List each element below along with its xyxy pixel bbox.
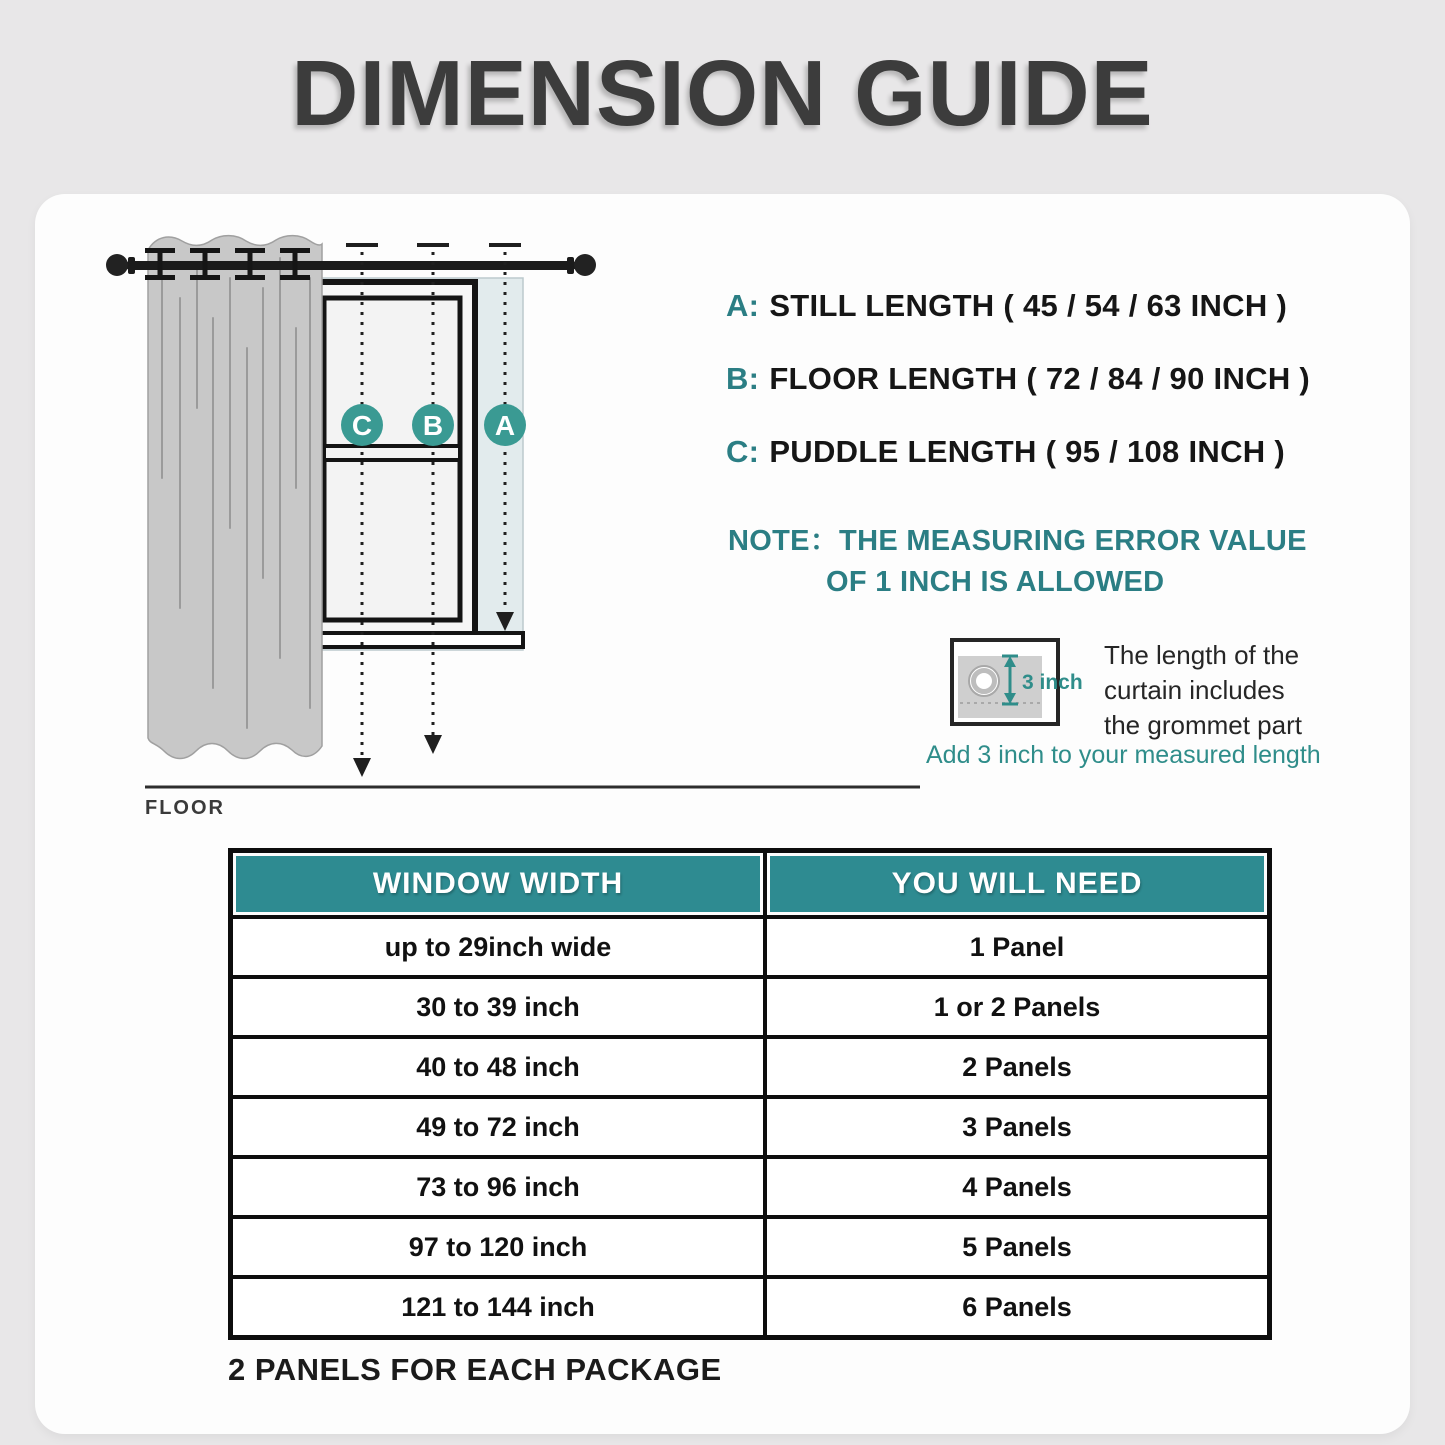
legend-text-c: PUDDLE LENGTH ( 95 / 108 INCH ) [769, 434, 1286, 469]
grommet-desc-line-3: the grommet part [1104, 710, 1302, 740]
table-cell-need: 3 Panels [767, 1099, 1267, 1159]
panel-size-table [228, 848, 1272, 1340]
table-cell-width: up to 29inch wide [233, 919, 767, 979]
table-cell-width: 40 to 48 inch [233, 1039, 767, 1099]
table-cell-need: 5 Panels [767, 1219, 1267, 1279]
table-header-window-width: WINDOW WIDTH [233, 853, 767, 919]
rod-finial-left [106, 254, 128, 276]
table-cell-need: 1 or 2 Panels [767, 979, 1267, 1039]
table-cell-width: 49 to 72 inch [233, 1099, 767, 1159]
legend-key-a: A: [726, 288, 760, 323]
table-cell-need: 1 Panel [767, 919, 1267, 979]
window-middle-rail [324, 446, 460, 460]
table-row [233, 919, 1267, 979]
table-cell-width: 121 to 144 inch [233, 1279, 767, 1335]
grommet-desc-line-1: The length of the [1104, 640, 1300, 670]
grommet-description [1104, 638, 1302, 743]
legend-text-b: FLOOR LENGTH ( 72 / 84 / 90 INCH ) [769, 361, 1311, 396]
marker-a-label: A [494, 410, 516, 441]
legend-key-b: B: [726, 361, 760, 396]
grommet-ring [969, 666, 999, 696]
table-row [233, 1039, 1267, 1099]
table-row [233, 1219, 1267, 1279]
legend-line-b [726, 361, 1310, 397]
table-row [233, 1279, 1267, 1335]
three-inch-label: 3 inch [1022, 671, 1083, 694]
page-title: DIMENSION GUIDE [291, 41, 1154, 145]
legend-line-c [726, 434, 1285, 470]
window-sill [305, 633, 523, 647]
table-cell-width: 97 to 120 inch [233, 1219, 767, 1279]
add-three-inch-note: Add 3 inch to your measured length [926, 741, 1321, 769]
table-cell-width: 73 to 96 inch [233, 1159, 767, 1219]
package-note: 2 PANELS FOR EACH PACKAGE [228, 1352, 722, 1387]
rod-finial-right [574, 254, 596, 276]
grommet-detail-diagram [948, 634, 1098, 729]
table-cell-width: 30 to 39 inch [233, 979, 767, 1039]
table-row [233, 1159, 1267, 1219]
curtain-panel [148, 236, 322, 759]
legend-key-c: C: [726, 434, 760, 469]
marker-b-label: B [422, 410, 444, 441]
table-cell-need: 6 Panels [767, 1279, 1267, 1335]
grommet-desc-line-2: curtain includes [1104, 675, 1285, 705]
table-cell-need: 2 Panels [767, 1039, 1267, 1099]
legend-text-a: STILL LENGTH ( 45 / 54 / 63 INCH ) [769, 288, 1288, 323]
table-row [233, 979, 1267, 1039]
table-header-you-will-need: YOU WILL NEED [767, 853, 1267, 919]
table-header-row [233, 853, 1267, 919]
marker-c-label: C [351, 410, 373, 441]
floor-label: FLOOR [145, 797, 225, 819]
note-line-2: OF 1 INCH IS ALLOWED [826, 566, 1165, 598]
legend-line-a [726, 288, 1287, 324]
table-row [233, 1099, 1267, 1159]
note-line-1: NOTE：THE MEASURING ERROR VALUE [728, 525, 1307, 557]
table-cell-need: 4 Panels [767, 1159, 1267, 1219]
marker-badges [341, 404, 526, 446]
